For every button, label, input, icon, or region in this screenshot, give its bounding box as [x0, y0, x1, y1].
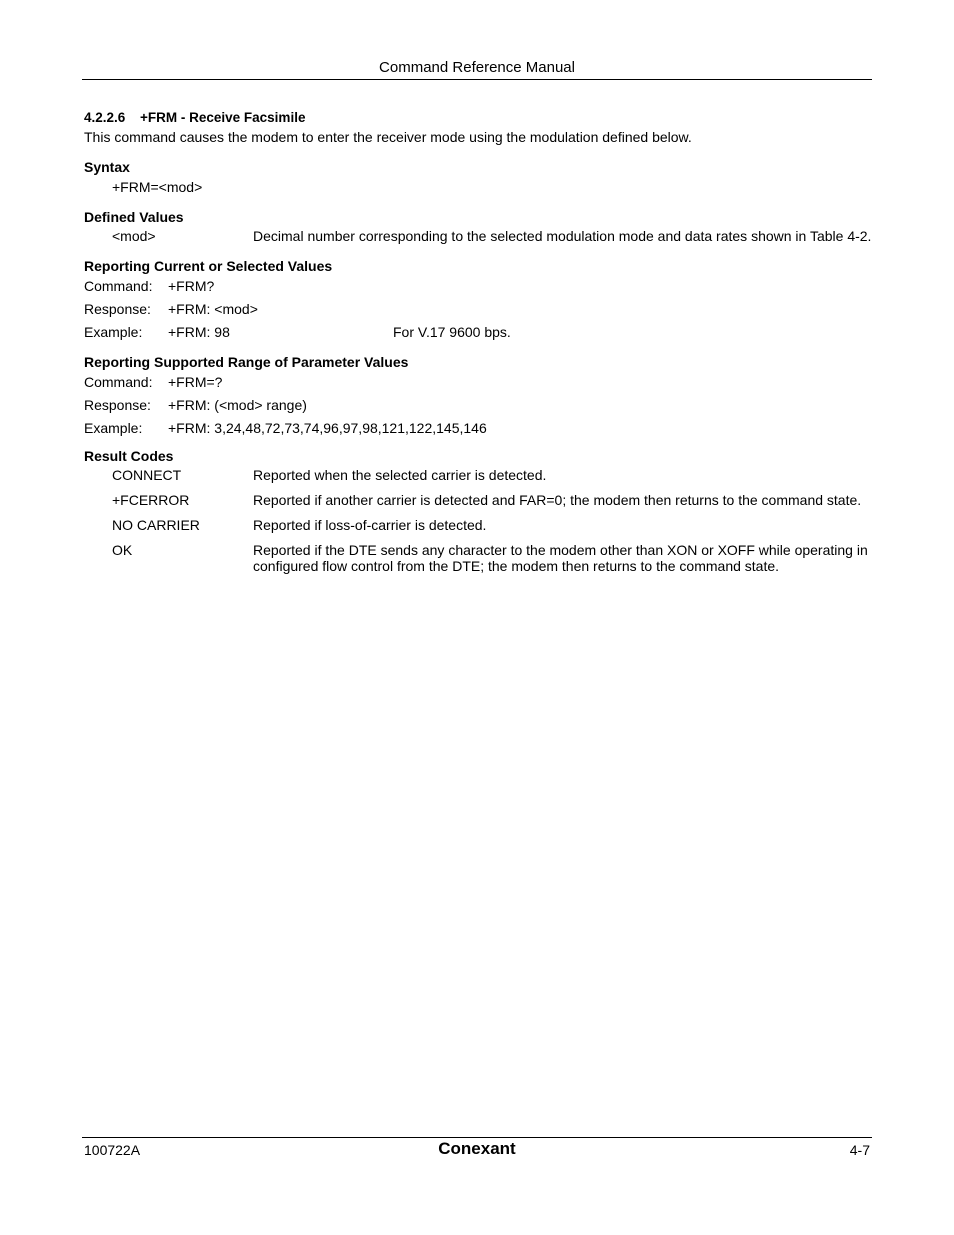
defined-value-row	[112, 228, 872, 244]
result-code: NO CARRIER	[112, 517, 200, 533]
reporting-current-response-row	[84, 300, 872, 318]
example-value: +FRM: 3,24,48,72,73,74,96,97,98,121,122,145,146	[168, 420, 487, 436]
defined-value-desc: Decimal number corresponding to the selected modulation mode and data rates shown in Table 4-2.	[253, 228, 872, 244]
result-code-desc: Reported if the DTE sends any character to the modem other than XON or XOFF while operating in configured flow control from the DTE; the modem then returns to the command state.	[253, 542, 868, 574]
reporting-range-heading: Reporting Supported Range of Parameter Values	[84, 354, 409, 370]
header-divider	[82, 79, 872, 80]
response-value: +FRM: <mod>	[168, 301, 258, 317]
reporting-range-example-row	[84, 419, 872, 437]
command-value: +FRM=?	[168, 374, 223, 390]
footer-divider	[82, 1137, 872, 1138]
result-code: CONNECT	[112, 467, 182, 483]
reporting-range-response-row	[84, 396, 872, 414]
reporting-current-command-row	[84, 277, 872, 295]
command-value: +FRM?	[168, 278, 215, 294]
response-label: Response:	[84, 301, 151, 317]
section-title: +FRM - Receive Facsimile	[140, 110, 306, 125]
result-code-row	[112, 467, 872, 483]
footer-company: Conexant	[438, 1139, 516, 1158]
syntax-heading: Syntax	[84, 159, 130, 175]
result-code-desc: Reported if loss-of-carrier is detected.	[253, 517, 487, 533]
result-code: +FCERROR	[112, 492, 190, 508]
example-label: Example:	[84, 324, 143, 340]
result-code-row	[112, 517, 872, 533]
section-heading	[84, 109, 872, 127]
section-intro: This command causes the modem to enter the receiver mode using the modulation defined below.	[84, 129, 692, 145]
page-header-title: Command Reference Manual	[379, 59, 575, 76]
example-label: Example:	[84, 420, 143, 436]
reporting-current-example-row	[84, 323, 872, 341]
footer-page-number: 4-7	[849, 1142, 870, 1158]
command-label: Command:	[84, 278, 153, 294]
page-content	[84, 109, 872, 583]
example-note: For V.17 9600 bps.	[393, 324, 511, 340]
result-code-row	[112, 542, 872, 574]
response-value: +FRM: (<mod> range)	[168, 397, 307, 413]
result-code: OK	[112, 542, 133, 558]
result-code-desc: Reported if another carrier is detected and FAR=0; the modem then returns to the command state.	[253, 492, 862, 508]
example-value: +FRM: 98	[168, 324, 230, 340]
command-label: Command:	[84, 374, 153, 390]
response-label: Response:	[84, 397, 151, 413]
result-code-desc: Reported when the selected carrier is detected.	[253, 467, 547, 483]
defined-values-heading: Defined Values	[84, 209, 184, 225]
result-codes-heading: Result Codes	[84, 448, 174, 464]
result-code-row	[112, 492, 872, 508]
section-number: 4.2.2.6	[84, 110, 126, 125]
reporting-range-command-row	[84, 373, 872, 391]
footer-doc-number: 100722A	[84, 1142, 141, 1158]
reporting-current-heading: Reporting Current or Selected Values	[84, 258, 333, 274]
defined-value-term: <mod>	[112, 228, 156, 244]
syntax-value: +FRM=<mod>	[112, 179, 203, 195]
